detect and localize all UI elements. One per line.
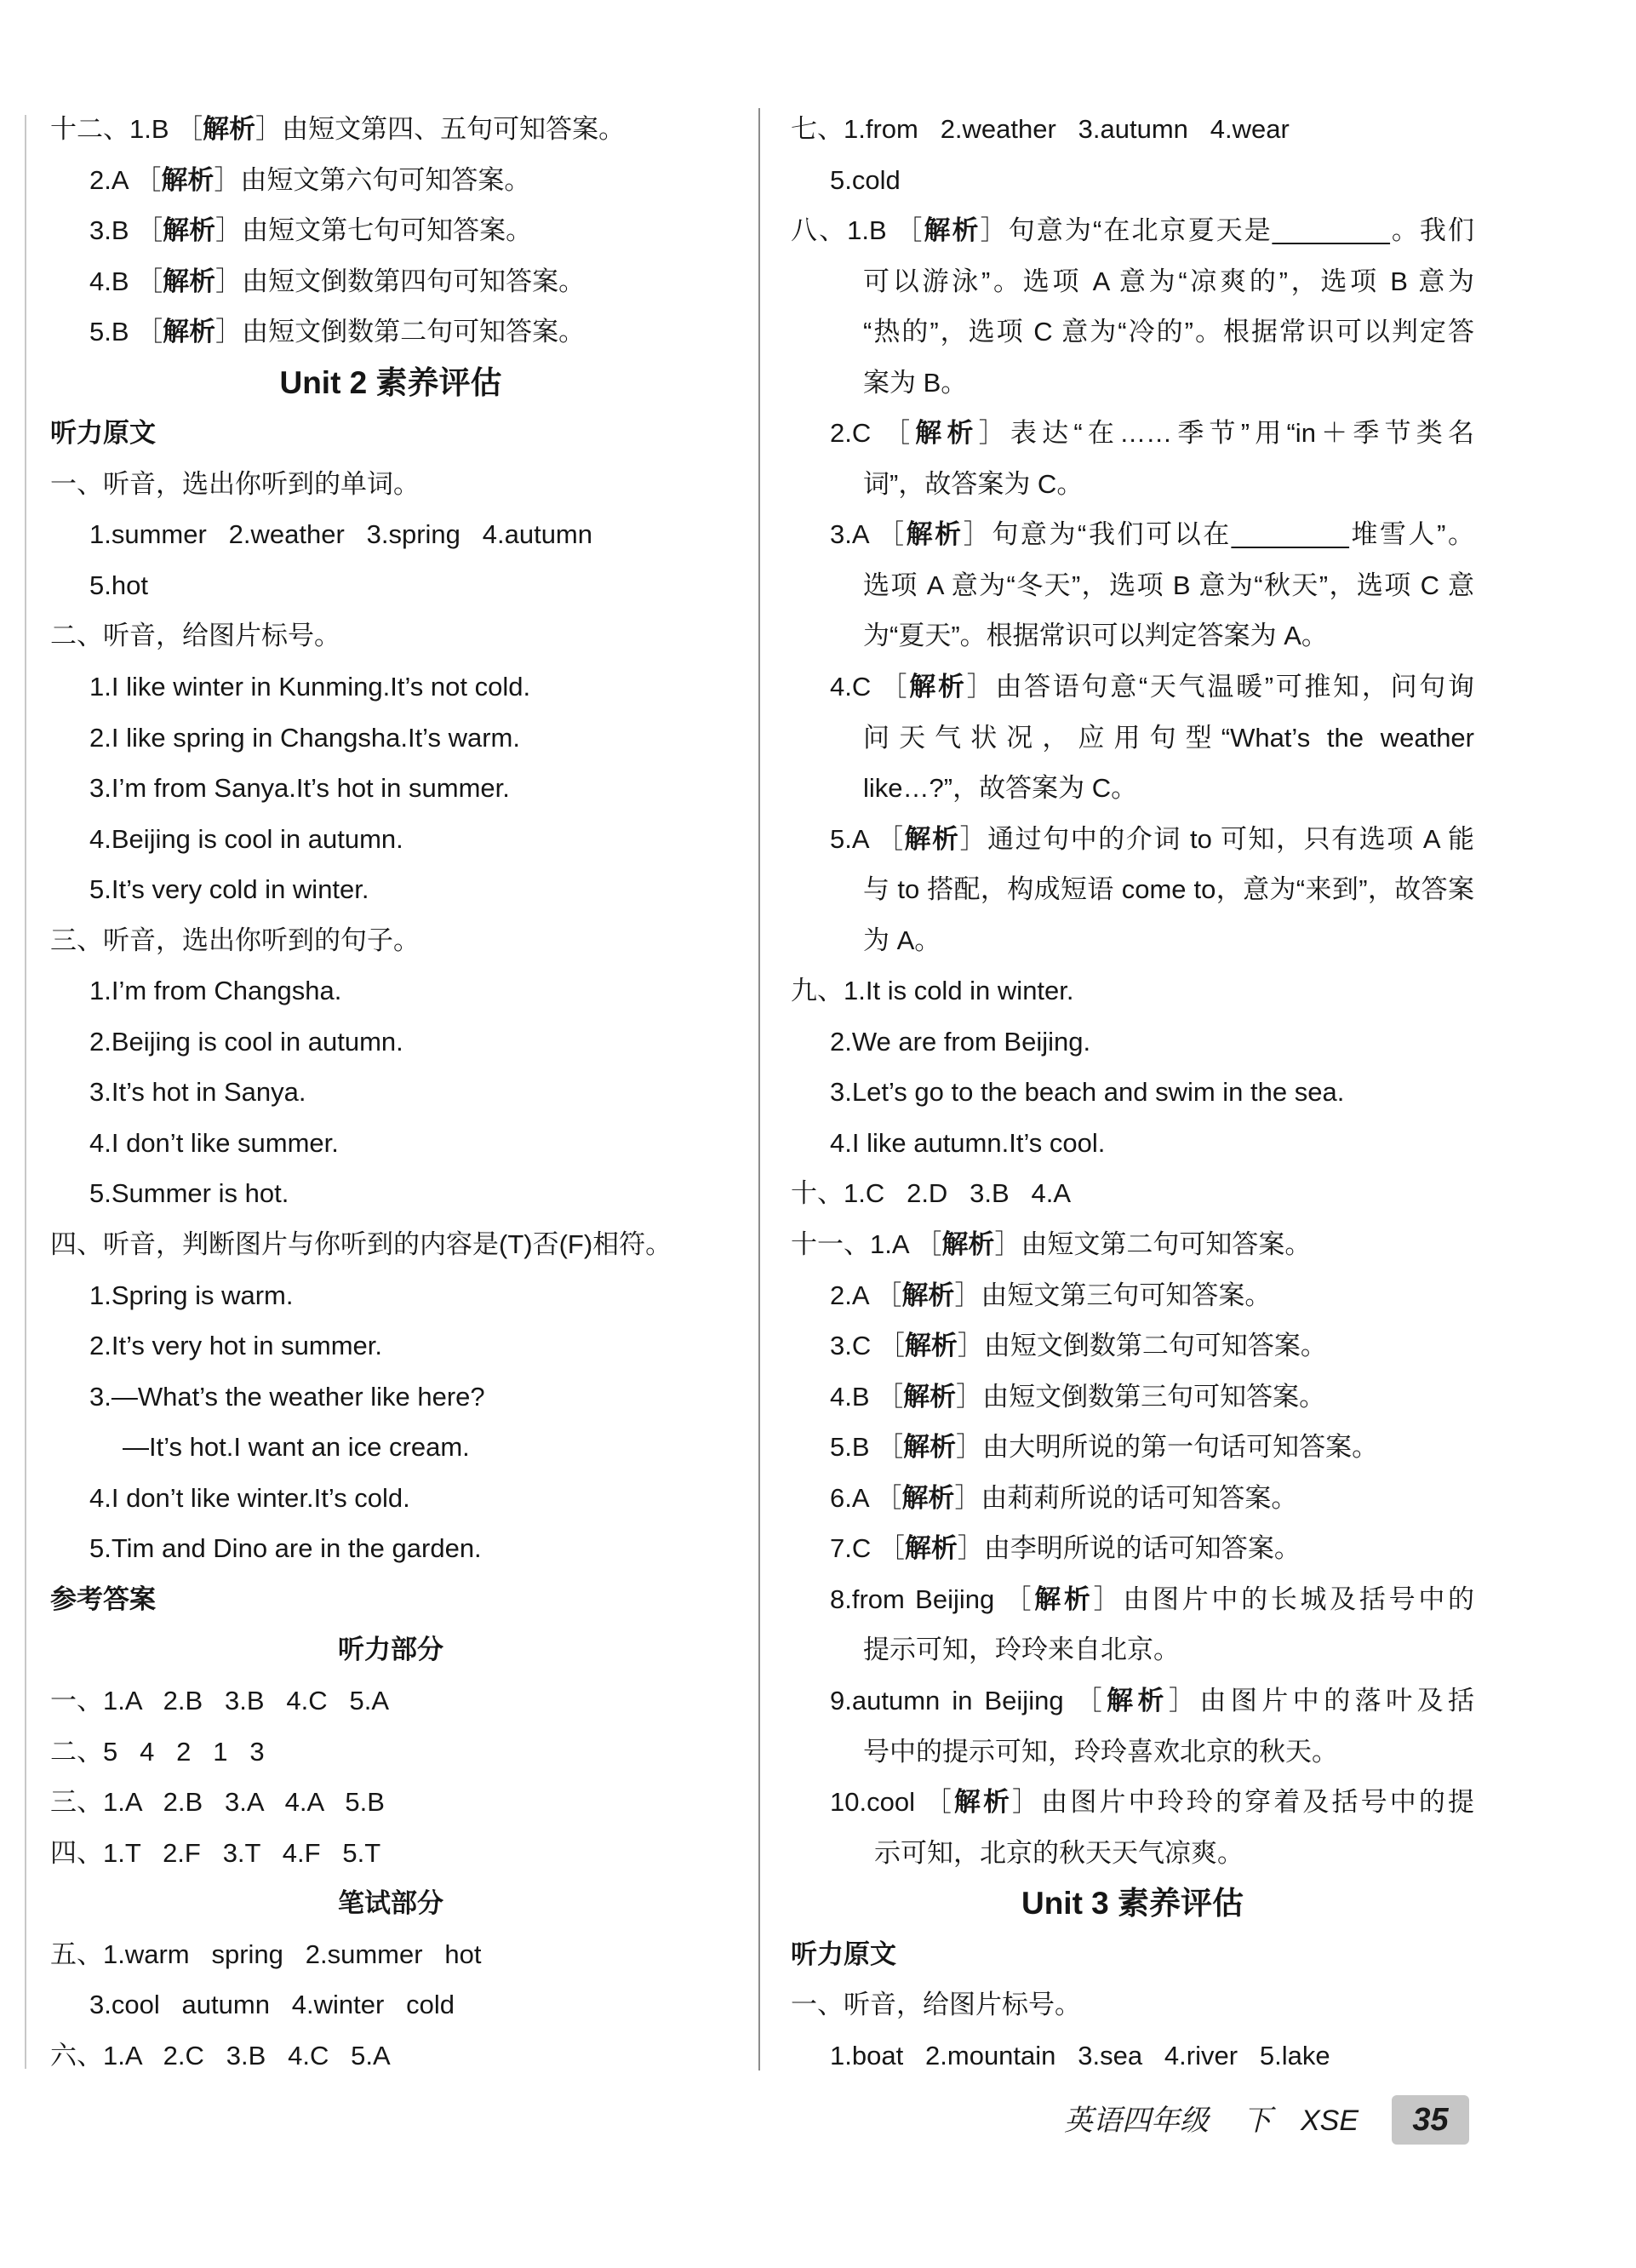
q11-line: 2.A ［解析］由短文第三句可知答案。 — [830, 1280, 1272, 1310]
column-divider — [758, 108, 760, 2070]
q9-line: 九、1.It is cold in winter. — [791, 976, 1074, 1006]
script-line: 3.—What’s the weather like here? — [89, 1381, 485, 1412]
q11-line: 10.cool ［解析］由图片中玲玲的穿着及括号中的提 — [830, 1787, 1474, 1818]
answer-line: 一、1.A 2.B 3.B 4.C 5.A — [50, 1685, 390, 1715]
script-line: 5.Tim and Dino are in the garden. — [89, 1533, 482, 1564]
q8-line: 案为 B。 — [863, 367, 968, 398]
q12-line: 十二、1.B ［解析］由短文第四、五句可知答案。 — [50, 114, 626, 144]
listening-script-label: 听力原文 — [791, 1939, 896, 1969]
answer-line: 四、1.T 2.F 3.T 4.F 5.T — [50, 1837, 381, 1868]
q8-line: 3.A ［解析］句意为“我们可以在________堆雪人”。 — [830, 519, 1474, 550]
footer-volume: 下 — [1243, 2105, 1272, 2137]
script-line: 3.I’m from Sanya.It’s hot in summer. — [89, 773, 510, 804]
listening-part-label: 听力部分 — [338, 1635, 443, 1665]
script-line: 2.Beijing is cool in autumn. — [89, 1026, 403, 1057]
q11-line: 6.A ［解析］由莉莉所说的话可知答案。 — [830, 1482, 1298, 1513]
script-line: 4.I don’t like summer. — [89, 1127, 339, 1158]
script-line: 4.I don’t like winter.It’s cold. — [89, 1482, 410, 1513]
script-line: 2.It’s very hot in summer. — [89, 1331, 382, 1361]
q8-line: “热的”，选项 C 意为“冷的”。根据常识可以判定答 — [863, 317, 1474, 347]
script-section-title: 二、听音，给图片标号。 — [50, 621, 340, 651]
q8-line: 可以游泳”。选项 A 意为“凉爽的”，选项 B 意为 — [863, 266, 1474, 296]
q8-line: 八、1.B ［解析］句意为“在北京夏天是________。我们 — [791, 215, 1474, 246]
script-line: 1.I like winter in Kunming.It’s not cold. — [89, 672, 531, 702]
answer-line: 五、1.warm spring 2.summer hot — [50, 1939, 482, 1969]
script-section-title: 一、听音，选出你听到的单词。 — [50, 468, 420, 499]
writing-part-label: 笔试部分 — [338, 1888, 443, 1919]
answer-line: 二、5 4 2 1 3 — [50, 1736, 265, 1767]
q11-line: 5.B ［解析］由大明所说的第一句话可知答案。 — [830, 1432, 1379, 1463]
q12-line: 2.A ［解析］由短文第六句可知答案。 — [89, 164, 531, 195]
answers-label: 参考答案 — [50, 1584, 156, 1614]
q8-line: 问天气状况，应用句型“What’s the weather — [863, 722, 1474, 753]
q8-line: like…?”，故答案为 C。 — [863, 773, 1138, 804]
q8-line: 词”，故答案为 C。 — [863, 468, 1084, 499]
script-line: 4.Beijing is cool in autumn. — [89, 823, 403, 854]
script-line: 3.It’s hot in Sanya. — [89, 1077, 306, 1108]
script-section-title: 一、听音，给图片标号。 — [791, 1990, 1081, 2020]
script-line: —It’s hot.I want an ice cream. — [123, 1432, 470, 1463]
q9-line: 4.I like autumn.It’s cool. — [830, 1127, 1106, 1158]
unit3-title: Unit 3 素养评估 — [1021, 1886, 1244, 1922]
q12-line: 3.B ［解析］由短文第七句可知答案。 — [89, 215, 533, 246]
answer-line: 三、1.A 2.B 3.A 4.A 5.B — [50, 1787, 385, 1818]
script-line: 1.boat 2.mountain 3.sea 4.river 5.lake — [830, 2040, 1330, 2070]
script-line: 5.It’s very cold in winter. — [89, 874, 369, 905]
q8-line: 5.A ［解析］通过句中的介词 to 可知，只有选项 A 能 — [830, 823, 1474, 854]
footer-subject-grade: 英语四年级 — [1064, 2105, 1209, 2137]
q11-line: 4.B ［解析］由短文倒数第三句可知答案。 — [830, 1381, 1326, 1412]
q11-line: 8.from Beijing ［解析］由图片中的长城及括号中的 — [830, 1584, 1474, 1614]
q11-line: 提示可知，玲玲来自北京。 — [863, 1635, 1180, 1665]
footer-edition: XSE — [1301, 2105, 1359, 2137]
q9-line: 3.Let’s go to the beach and swim in the sea. — [830, 1077, 1345, 1108]
answer-line: 七、1.from 2.weather 3.autumn 4.wear — [791, 114, 1290, 144]
q11-line: 号中的提示可知，玲玲喜欢北京的秋天。 — [863, 1736, 1338, 1767]
script-line: 5.Summer is hot. — [89, 1178, 289, 1209]
q11-line: 9.autumn in Beijing ［解析］由图片中的落叶及括 — [830, 1685, 1474, 1715]
right-column — [791, 104, 1474, 2088]
script-line: 5.hot — [89, 570, 148, 600]
left-column — [50, 104, 731, 2088]
q8-line: 为 A。 — [863, 925, 941, 955]
q8-line: 4.C ［解析］由答语句意“天气温暖”可推知，问句询 — [830, 672, 1474, 702]
q12-line: 5.B ［解析］由短文倒数第二句可知答案。 — [89, 317, 586, 347]
q8-line: 2.C ［解析］表达“在……季节”用“in＋季节类名 — [830, 418, 1474, 449]
q11-line: 7.C ［解析］由李明所说的话可知答案。 — [830, 1533, 1301, 1564]
q11-line: 3.C ［解析］由短文倒数第二句可知答案。 — [830, 1331, 1327, 1361]
script-section-title: 三、听音，选出你听到的句子。 — [50, 925, 420, 955]
script-line: 1.summer 2.weather 3.spring 4.autumn — [89, 519, 592, 550]
q9-line: 2.We are from Beijing. — [830, 1026, 1091, 1057]
left-margin-rule — [25, 115, 26, 2069]
page-number: 35 — [1392, 2095, 1469, 2145]
script-section-title: 四、听音，判断图片与你听到的内容是(T)否(F)相符。 — [50, 1229, 672, 1260]
q10-line: 十、1.C 2.D 3.B 4.A — [791, 1178, 1072, 1209]
script-line: 1.Spring is warm. — [89, 1280, 294, 1310]
listening-script-label: 听力原文 — [50, 418, 156, 449]
q11-line: 十一、1.A ［解析］由短文第二句可知答案。 — [791, 1229, 1312, 1260]
q8-line: 选项 A 意为“冬天”，选项 B 意为“秋天”，选项 C 意 — [863, 570, 1474, 600]
unit2-title: Unit 2 素养评估 — [279, 364, 502, 400]
answer-line: 六、1.A 2.C 3.B 4.C 5.A — [50, 2040, 391, 2070]
page-footer — [1064, 2097, 1359, 2145]
answer-line: 3.cool autumn 4.winter cold — [89, 1990, 455, 2020]
q8-line: 与 to 搭配，构成短语 come to，意为“来到”，故答案 — [863, 874, 1474, 905]
q11-line: 示可知，北京的秋天天气凉爽。 — [874, 1837, 1244, 1868]
script-line: 1.I’m from Changsha. — [89, 976, 342, 1006]
q12-line: 4.B ［解析］由短文倒数第四句可知答案。 — [89, 266, 586, 296]
q8-line: 为“夏天”。根据常识可以判定答案为 A。 — [863, 621, 1328, 651]
script-line: 2.I like spring in Changsha.It’s warm. — [89, 722, 520, 753]
answer-line: 5.cold — [830, 164, 901, 195]
